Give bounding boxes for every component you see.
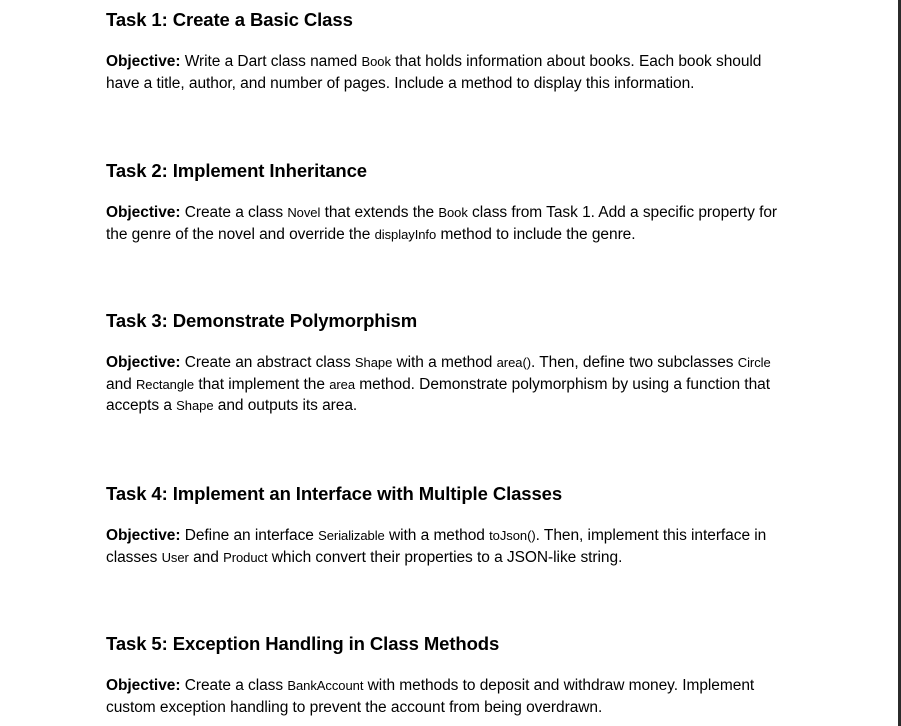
- task-section-2: [106, 160, 796, 245]
- task-title-4: Task 4: Implement an Interface with Multiple Classes: [106, 483, 563, 504]
- objective-text: Define an interface: [180, 527, 319, 544]
- code-term: Serializable: [318, 528, 385, 543]
- code-term: Rectangle: [135, 376, 195, 392]
- objective-text: method. Demonstrate polymorphism by using a function that accepts a: [106, 375, 770, 414]
- objective-text: and: [188, 548, 224, 566]
- task-objective-4: [106, 525, 796, 568]
- task-section-1: [106, 9, 796, 94]
- code-term: Book: [438, 205, 468, 220]
- objective-label: Objective:: [106, 677, 181, 694]
- task-title-5: Task 5: Exception Handling in Class Methods: [106, 633, 500, 654]
- objective-text: Create a class: [180, 677, 288, 694]
- objective-text: and: [106, 375, 136, 393]
- code-term: Circle: [737, 355, 771, 370]
- code-term: toJson(): [489, 528, 536, 543]
- task-objective-1: [106, 51, 796, 94]
- objective-text: that holds information about books. Each book should have a title, author, and number of pages. Include a method to display this information.: [106, 53, 762, 92]
- objective-text: with a method: [392, 354, 497, 371]
- task-objective-2: [106, 202, 796, 245]
- task-section-3: [106, 310, 796, 417]
- objective-text: . Then, define two subclasses: [531, 354, 738, 371]
- task-section-5: [106, 633, 796, 718]
- code-term: area: [329, 376, 356, 392]
- objective-text: with a method: [384, 527, 490, 544]
- objective-label: Objective:: [106, 527, 181, 544]
- objective-text: Create an abstract class: [180, 354, 355, 371]
- code-term: User: [161, 549, 189, 565]
- objective-text: and outputs its area.: [213, 397, 358, 414]
- task-title-2: Task 2: Implement Inheritance: [106, 160, 367, 181]
- objective-text: . Then, implement this interface in classes: [106, 527, 767, 566]
- task-title-1: Task 1: Create a Basic Class: [106, 9, 353, 30]
- task-objective-3: [106, 352, 796, 417]
- code-term: Book: [361, 54, 391, 69]
- task-section-4: [106, 483, 796, 568]
- objective-text: that extends the: [320, 204, 439, 221]
- objective-label: Objective:: [106, 53, 181, 70]
- objective-text: Write a Dart class named: [180, 53, 362, 70]
- objective-text: Create a class: [180, 204, 288, 221]
- code-term: Shape: [354, 355, 393, 370]
- objective-text: method to include the genre.: [436, 225, 636, 243]
- task-title-3: Task 3: Demonstrate Polymorphism: [106, 310, 418, 331]
- code-term: Novel: [287, 205, 321, 220]
- objective-label: Objective:: [106, 204, 181, 221]
- code-term: Product: [223, 549, 268, 565]
- objective-text: class from Task 1. Add a specific property for the genre of the novel and override the: [106, 204, 778, 243]
- objective-text: with methods to deposit and withdraw money. Implement custom exception handling to prevent the account from being overdrawn.: [106, 677, 755, 716]
- code-term: BankAccount: [287, 678, 364, 693]
- code-term: area(): [496, 355, 532, 370]
- objective-text: which convert their properties to a JSON-like string.: [267, 548, 623, 566]
- objective-label: Objective:: [106, 354, 181, 371]
- code-term: Shape: [176, 398, 214, 413]
- objective-text: that implement the: [194, 375, 330, 393]
- code-term: displayInfo: [374, 226, 437, 242]
- task-objective-5: [106, 675, 796, 718]
